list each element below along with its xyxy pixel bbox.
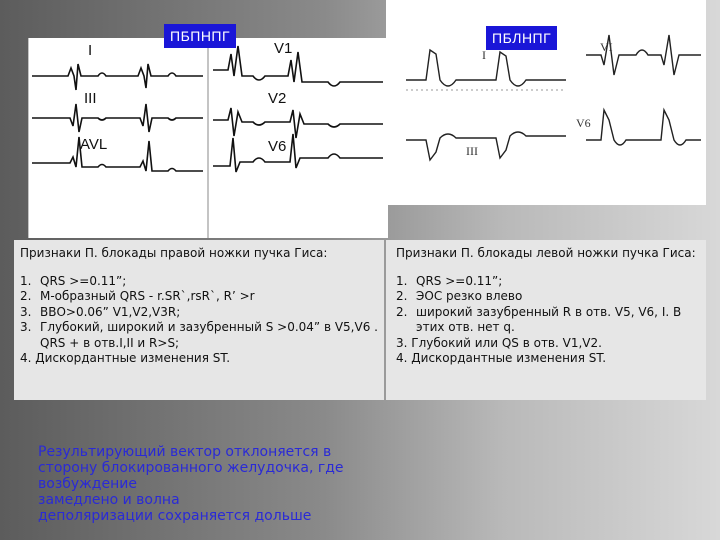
list-item: 3. Глубокий, широкий и зазубренный S >0.04” в V5,V6 . QRS + в отв.I,II и R>S; xyxy=(20,320,378,350)
ecg-trace-lead-iii xyxy=(32,104,203,132)
list-item: 2. широкий зазубренный R в отв. V5, V6, I. В этих отв. нет q. xyxy=(396,304,682,334)
lbbb-criteria-line3: 3. Глубокий или QS в отв. V1,V2. xyxy=(396,335,602,350)
lead-label-v1: V1 xyxy=(274,40,293,57)
lbbb-criteria-line4: 4. Дискордантные изменения ST. xyxy=(396,351,607,365)
lead-label-i: I xyxy=(88,42,93,59)
list-item: 2. ЭОС резко влево xyxy=(396,289,523,303)
lead-label-iii: III xyxy=(466,144,478,158)
ecg-trace-lead-v6 xyxy=(586,110,701,145)
rbbb-ecg-panel xyxy=(28,38,388,238)
lbbb-criteria-list xyxy=(396,274,706,336)
list-item: 2. М-образный QRS - r.SR`,rsR`, R’ >r xyxy=(20,289,255,303)
lbbb-badge: ПБЛНПГ xyxy=(486,26,557,50)
rbbb-badge: ПБПНПГ xyxy=(164,24,236,48)
ecg-trace-lead-iii xyxy=(406,132,566,160)
ecg-trace-lead-i xyxy=(32,64,203,90)
lbbb-criteria-title: Признаки П. блокады левой ножки пучка Гиса: xyxy=(396,246,696,260)
lead-label-v6: V6 xyxy=(576,116,591,130)
lead-label-v2: V2 xyxy=(268,90,287,107)
lead-label-avl: AVL xyxy=(80,136,108,153)
rbbb-criteria-title: Признаки П. блокады правой ножки пучка Гиса: xyxy=(20,246,328,260)
lbbb-criteria-box xyxy=(386,240,706,400)
lead-label-iii: III xyxy=(84,90,97,107)
lead-label-i: I xyxy=(482,48,486,62)
list-item: 3. ВВО>0.06” V1,V2,V3R; xyxy=(20,304,181,319)
rbbb-criteria-box xyxy=(14,240,384,400)
ecg-trace-lead-avl xyxy=(32,137,203,171)
rbbb-criteria-last: 4. Дискордантные изменения ST. xyxy=(20,351,231,365)
list-item: 1. QRS >=0.11”; xyxy=(396,273,503,288)
lead-label-vi: VI xyxy=(600,40,613,54)
ecg-trace-lead-v6 xyxy=(213,134,383,172)
ecg-trace-lead-v1 xyxy=(213,46,383,86)
ecg-trace-lead-i xyxy=(406,50,566,86)
rbbb-criteria-list xyxy=(20,274,384,352)
lead-label-v6: V6 xyxy=(268,138,287,155)
summary-text: Результирующий вектор отклоняется в сторону блокированного желудочка, где возбуждение замедлено и волна деполяризации сохраняется дольше xyxy=(38,444,344,524)
ecg-trace-lead-v2 xyxy=(213,108,383,138)
list-item: 1. QRS >=0.11”; xyxy=(20,273,127,288)
